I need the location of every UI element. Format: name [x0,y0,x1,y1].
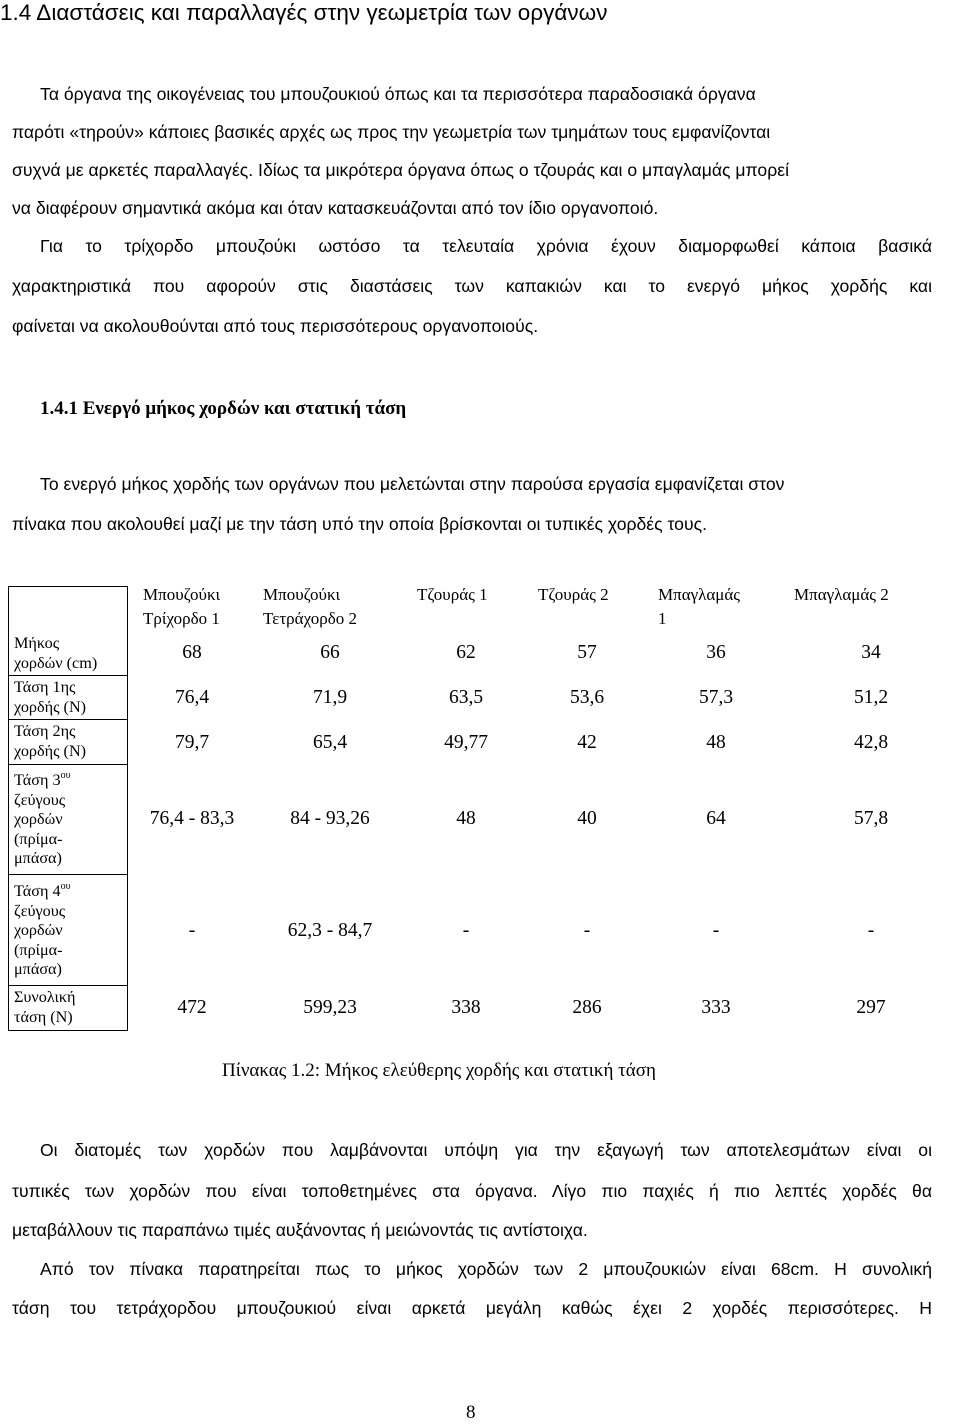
row-separator [9,874,127,875]
table-cell: 68 [182,642,202,663]
table-cell: 42 [577,732,597,753]
table-cell: 57 [577,642,597,663]
table-cell: 64 [706,808,726,829]
table-cell: 76,4 [174,687,210,708]
table-cell: 63,5 [448,687,484,708]
table-cell: 53,6 [569,687,605,708]
table-cell: 48 [456,808,476,829]
row-label: Τάση 1ης χορδής (N) [14,678,87,716]
col-header: Μπαγλαμάς 1 [658,585,741,628]
row-label: Τάση 2ης χορδής (N) [14,722,87,760]
table-cell: 76,4 - 83,3 [149,808,235,829]
table-cell: 79,7 [174,732,210,753]
table-cell: 338 [451,997,481,1018]
paragraph-line: μεταβάλλουν τις παραπάνω τιμές αυξάνοντας ή μειώνοντάς τις αντίστοιχα. [12,1220,588,1240]
col-header: Μπουζούκι Τετράχορδο 2 [263,585,357,628]
row-label: Τάση $3^{o\upsilon}$ ζεύγους χορδών (πρίμα- μπάσα) [14,770,71,868]
paragraph-line: Τα όργανα της οικογένειας του μπουζουκιού όπως και τα περισσότερα παραδοσιακά όργανα [40,84,756,104]
table-cell: 42,8 [853,732,889,753]
subsection-heading: 1.4.1 Ενεργό μήκος χορδών και στατική τάση [40,398,407,419]
table-cell: 333 [701,997,731,1018]
row-separator [9,719,127,720]
table-cell: 286 [572,997,602,1018]
paragraph-line: τάση του τετράχορδου μπουζουκιού είναι αρκετά μεγάλη καθώς έχει 2 χορδές περισσότερες. Η [12,1298,932,1318]
row-separator [9,675,127,676]
paragraph-line: να διαφέρουν σημαντικά ακόμα και όταν κατασκευάζονται από τον ίδιο οργανοποιό. [12,198,659,218]
col-header: Τζουράς 2 [538,585,609,604]
paragraph-line: παρότι «τηρούν» κάποιες βασικές αρχές ως προς την γεωμετρία των τμημάτων τους εμφανίζονται [12,122,771,142]
table-cell: 51,2 [853,687,889,708]
paragraph-line: πίνακα που ακολουθεί μαζί με την τάση υπό την οποία βρίσκονται οι τυπικές χορδές τους. [12,514,707,534]
table-cell: 34 [861,642,881,663]
table-cell: 599,23 [303,997,357,1018]
row-label: Τάση $4^{o\upsilon}$ ζεύγους χορδών (πρίμα- μπάσα) [14,881,71,979]
section-heading: 1.4 Διαστάσεις και παραλλαγές στην γεωμετρία των οργάνων [0,0,608,25]
col-header: Μπαγλαμάς 2 [794,585,889,604]
table-cell: 57,3 [698,687,734,708]
paragraph-line: Από τον πίνακα παρατηρείται πως το μήκος χορδών των 2 μπουζουκιών είναι 68cm. Η συνολική [40,1259,932,1279]
row-label: Μήκος χορδών (cm) [14,634,98,672]
table-cell: 62,3 - 84,7 [287,920,373,941]
table-cell: 48 [706,732,726,753]
table-cell: - [188,920,196,941]
table-cell: 84 - 93,26 [290,808,370,829]
paragraph-line: τυπικές των χορδών που είναι τοποθετημένες στα όργανα. Λίγο πιο παχιές ή πιο λεπτές χορδές θα [12,1181,932,1201]
table-cell: 62 [456,642,476,663]
col-header: Τζουράς 1 [417,585,488,604]
row-separator [9,764,127,765]
paragraph-line: χαρακτηριστικά που αφορούν στις διαστάσεις των καπακιών και το ενεργό μήκος χορδής και [12,276,932,296]
row-label: Συνολική τάση (N) [14,988,76,1026]
col-header: Μπουζούκι Τρίχορδο 1 [143,585,221,628]
paragraph-line: συχνά με αρκετές παραλλαγές. Ιδίως τα μικρότερα όργανα όπως ο τζουράς και ο μπαγλαμάς μπορεί [12,160,789,180]
paragraph-line: Το ενεργό μήκος χορδής των οργάνων που μελετώνται στην παρούσα εργασία εμφανίζεται στον [40,474,785,494]
table-cell: 297 [856,997,886,1018]
table-cell: 40 [577,808,597,829]
table-cell: - [583,920,591,941]
table-cell: - [462,920,470,941]
row-separator [9,985,127,986]
table-cell: 57,8 [853,808,889,829]
table-cell: 65,4 [312,732,348,753]
table-cell: - [867,920,875,941]
table-cell: 71,9 [312,687,348,708]
table-cell: 36 [706,642,726,663]
table-cell: 472 [177,997,207,1018]
paragraph-line: φαίνεται να ακολουθούνται από τους περισσότερους οργανοποιούς. [12,316,539,336]
table-cell: - [712,920,720,941]
table-cell: 66 [320,642,340,663]
page-number: 8 [466,1402,476,1423]
paragraph-line: Για το τρίχορδο μπουζούκι ωστόσο τα τελευταία χρόνια έχουν διαμορφωθεί κάποια βασικά [40,236,932,256]
paragraph-line: Οι διατομές των χορδών που λαμβάνονται υπόψη για την εξαγωγή των αποτελεσμάτων είναι οι [40,1140,932,1160]
table-cell: 49,77 [444,732,488,753]
table-caption: Πίνακας 1.2: Μήκος ελεύθερης χορδής και στατική τάση [222,1060,656,1081]
